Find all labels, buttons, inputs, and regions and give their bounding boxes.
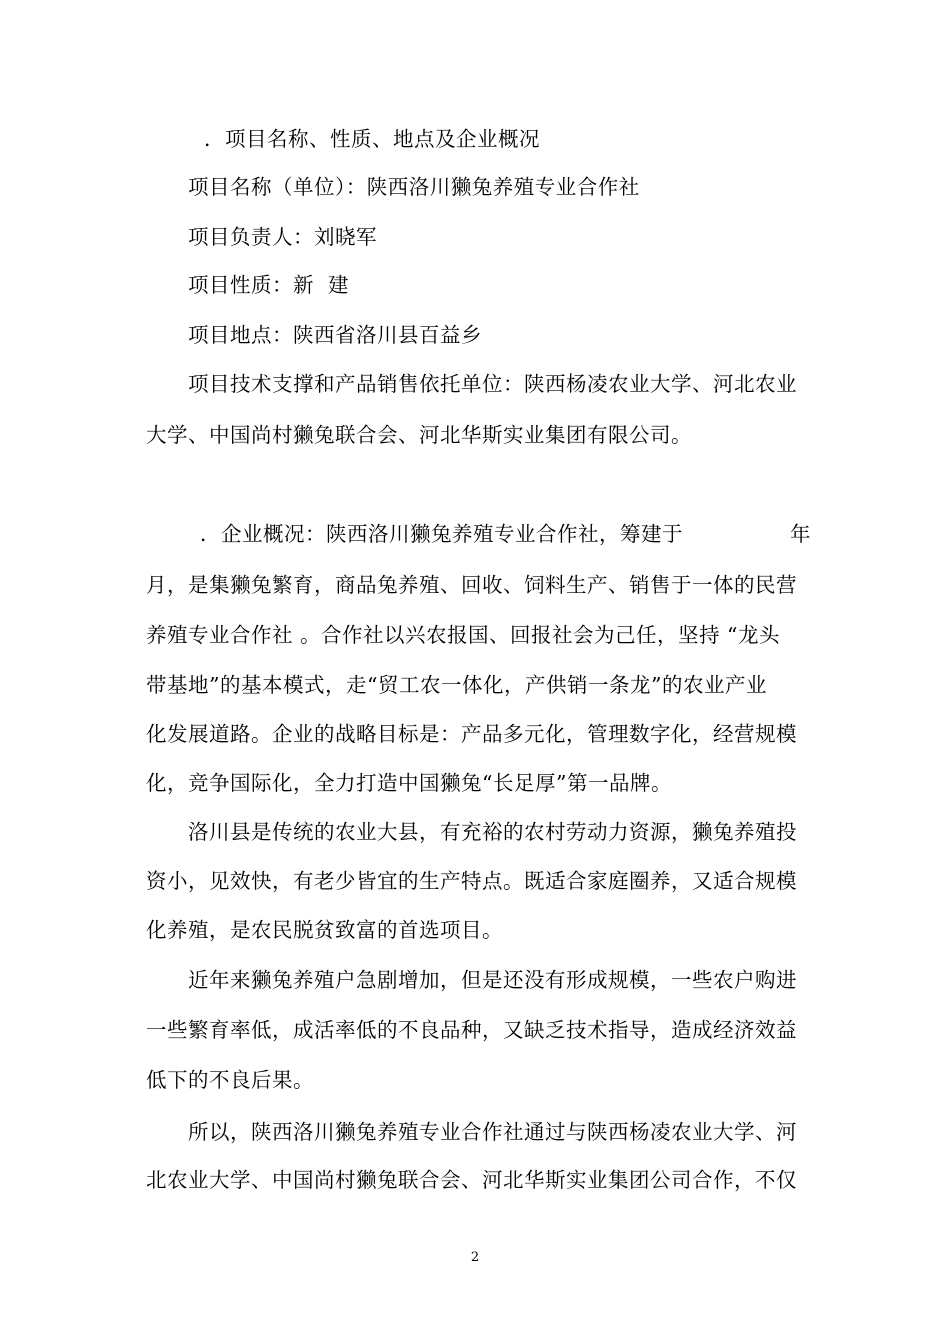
section-heading-enterprise: ．企业概况：陕西洛川獭兔养殖专业合作社，筹建于 — [200, 522, 683, 546]
paragraph-1-line-3: 带基地”的基本模式，走“贸工农一体化，产供销一条龙”的农业产业 — [146, 673, 767, 697]
paragraph-1-line-4: 化发展道路。企业的战略目标是：产品多元化，管理数字化，经营规模 — [146, 722, 797, 746]
paragraph-1-line-5: 化，竞争国际化，全力打造中国獭兔“长足厚”第一品牌。 — [146, 771, 672, 795]
paragraph-3-line-2: 一些繁育率低，成活率低的不良品种，又缺乏技术指导，造成经济效益 — [146, 1018, 797, 1042]
paragraph-1-line-1: 月，是集獭兔繁育，商品兔养殖、回收、饲料生产、销售于一体的民营 — [146, 573, 797, 597]
paragraph-2-line-3: 化养殖，是农民脱贫致富的首选项目。 — [146, 918, 503, 942]
paragraph-2-line-2: 资小，见效快，有老少皆宜的生产特点。既适合家庭圈养，又适合规模 — [146, 869, 797, 893]
paragraph-3-line-1: 近年来獭兔养殖户急剧增加，但是还没有形成规模，一些农户购进 — [188, 968, 797, 992]
paragraph-4-line-2: 北农业大学、中国尚村獭兔联合会、河北华斯实业集团公司合作，不仅 — [146, 1168, 797, 1192]
project-nature: 项目性质：新 建 — [188, 273, 350, 297]
project-name: 项目名称（单位）：陕西洛川獭兔养殖专业合作社 — [188, 175, 640, 199]
section-heading-year-suffix: 年 — [790, 522, 811, 546]
section-heading-project: ．项目名称、性质、地点及企业概况 — [204, 127, 540, 151]
project-location: 项目地点：陕西省洛川县百益乡 — [188, 323, 482, 347]
paragraph-1-line-2: 养殖专业合作社 。合作社以兴农报国、回报社会为己任，坚持 “龙头 — [146, 623, 781, 647]
paragraph-2-line-1: 洛川县是传统的农业大县，有充裕的农村劳动力资源，獭兔养殖投 — [188, 820, 797, 844]
project-leader: 项目负责人：刘晓军 — [188, 225, 377, 249]
paragraph-4-line-1: 所以，陕西洛川獭兔养殖专业合作社通过与陕西杨凌农业大学、河 — [188, 1120, 797, 1144]
project-support-line-2: 大学、中国尚村獭兔联合会、河北华斯实业集团有限公司。 — [146, 423, 692, 447]
project-support-line-1: 项目技术支撑和产品销售依托单位：陕西杨凌农业大学、河北农业 — [188, 372, 797, 396]
paragraph-3-line-3: 低下的不良后果。 — [146, 1068, 314, 1092]
page-number: 2 — [470, 1250, 480, 1265]
